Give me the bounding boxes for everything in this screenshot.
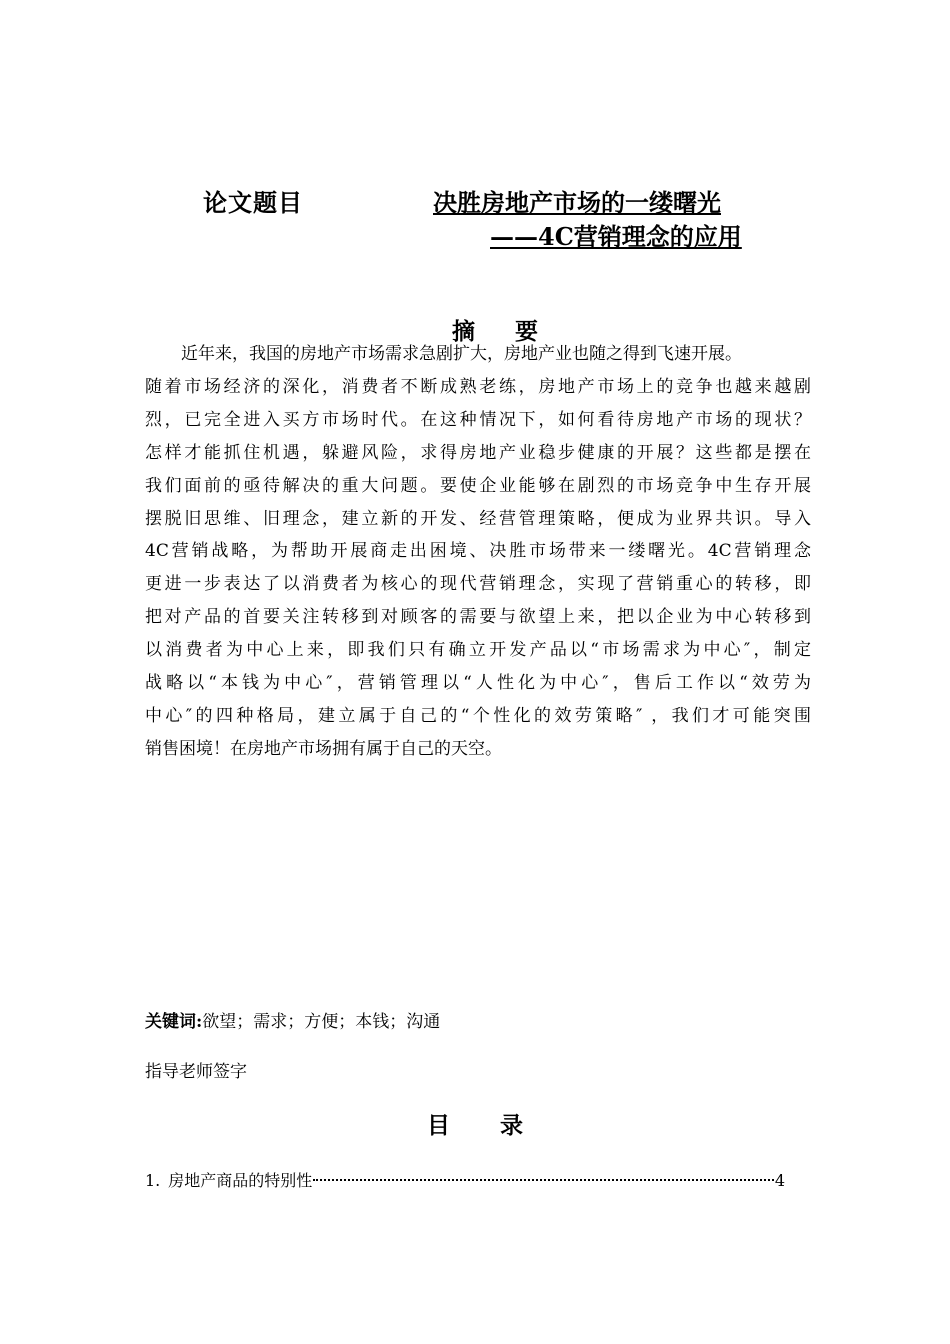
abstract-line: 中心″的四种格局，建立属于自己的“个性化的效劳策略″ ，我们才可能突围	[145, 705, 811, 726]
thesis-title: 决胜房地产市场的一缕曙光	[433, 188, 721, 217]
advisor-signature-label: 指导老师签字	[145, 1062, 247, 1082]
abstract-line: 4C营销战略，为帮助开展商走出困境、决胜市场带来一缕曙光。4C营销理念	[145, 541, 811, 562]
abstract-line: 摆脱旧思维、旧理念，建立新的开发、经营管理策略，便成为业界共识。导入	[145, 508, 811, 529]
keywords-values: 欲望；需求；方便；本钱；沟通	[202, 1012, 441, 1032]
keywords	[145, 1007, 440, 1032]
abstract-line: 战略以“本钱为中心″，营销管理以“人性化为中心″，售后工作以“效劳为	[145, 673, 811, 694]
abstract-line: 把对产品的首要关注转移到对顾客的需要与欲望上来，把以企业为中心转移到	[145, 607, 811, 628]
toc-item[interactable]	[145, 1168, 785, 1191]
thesis-title-label: 论文题目	[203, 188, 303, 217]
abstract-line: 怎样才能抓住机遇，躲避风险，求得房地产业稳步健康的开展？这些都是摆在	[145, 442, 811, 463]
abstract-line: 随着市场经济的深化，消费者不断成熟老练，房地产市场上的竞争也越来越剧	[145, 376, 811, 397]
toc-heading: 目录	[427, 1112, 573, 1139]
keywords-label: 关键词:	[145, 1012, 203, 1032]
abstract-line: 销售困境！在房地产市场拥有属于自己的天空。	[145, 738, 502, 759]
abstract-line: 烈，已完全进入买方市场时代。在这种情况下，如何看待房地产市场的现状？	[145, 409, 811, 430]
abstract-heading: 摘要	[452, 318, 578, 345]
abstract-line: 以消费者为中心上来，即我们只有确立开发产品以“市场需求为中心″，制定	[145, 640, 811, 661]
toc-leader-dots	[313, 1179, 774, 1181]
toc-item-page: 4	[774, 1171, 785, 1190]
abstract-line: 近年来，我国的房地产市场需求急剧扩大，房地产业也随之得到飞速开展。	[181, 344, 742, 364]
thesis-subtitle: ——4C营销理念的应用	[490, 222, 742, 251]
abstract-body	[145, 338, 811, 766]
abstract-line: 我们面前的亟待解决的重大问题。要使企业能够在剧烈的市场竞争中生存开展	[145, 475, 811, 496]
abstract-line: 更进一步表达了以消费者为核心的现代营销理念，实现了营销重心的转移，即	[145, 574, 811, 595]
toc-item-title: 房地产商品的特别性	[168, 1171, 313, 1190]
toc-item-number: 1.	[145, 1171, 161, 1190]
